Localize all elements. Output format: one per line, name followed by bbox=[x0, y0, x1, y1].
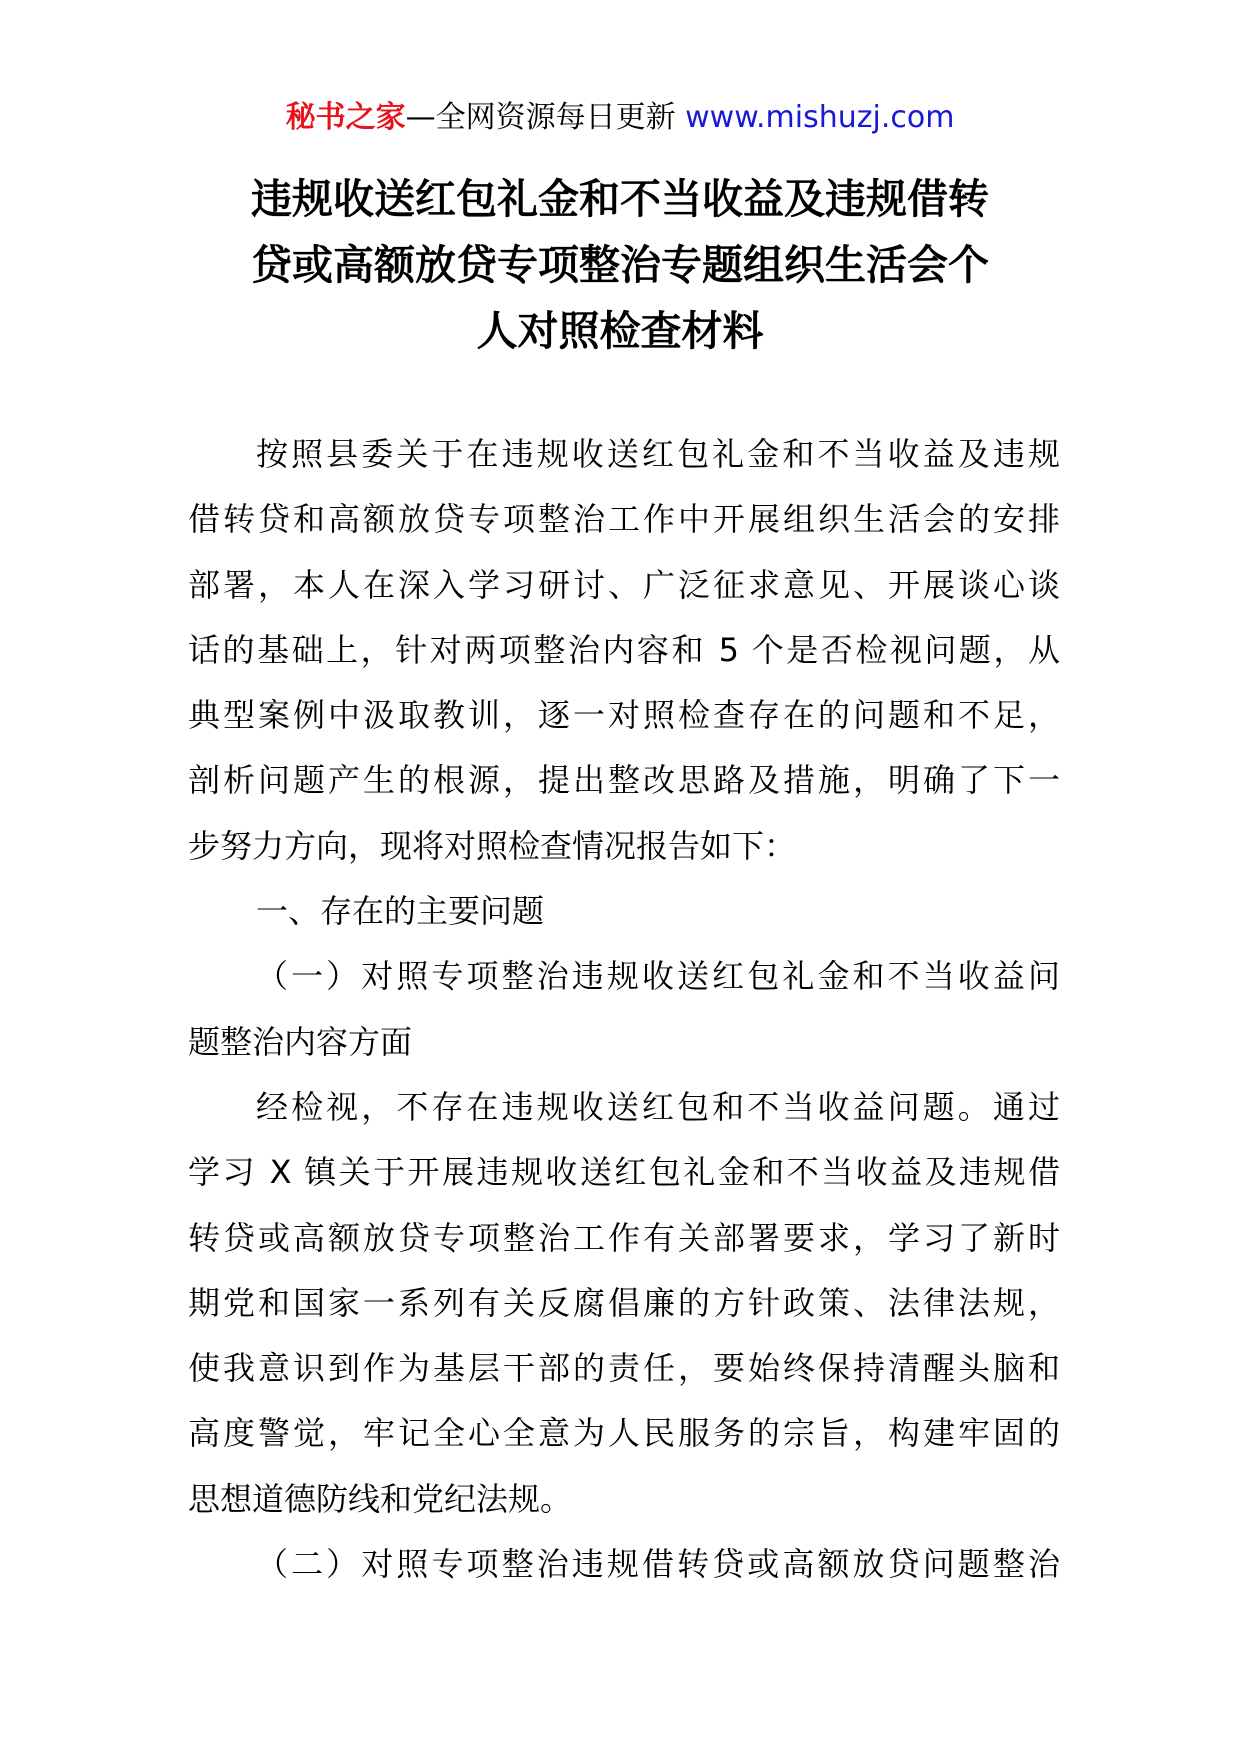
subsection-heading-line: 题整治内容方面 bbox=[188, 1022, 413, 1061]
paragraph-line: 转贷或高额放贷专项整治工作有关部署要求，学习了新时 bbox=[188, 1218, 1060, 1257]
subsection-heading-line: （二）对照专项整治违规借转贷或高额放贷问题整治 bbox=[256, 1545, 1060, 1584]
brand-name: 秘书之家 bbox=[285, 100, 406, 135]
section-heading: 一、存在的主要问题 bbox=[256, 892, 545, 931]
paragraph-line: 按照县委关于在违规收送红包礼金和不当收益及违规 bbox=[256, 435, 1060, 473]
paragraph-line: 典型案例中汲取教训，逐一对照检查存在的问题和不足， bbox=[188, 696, 1060, 735]
site-header bbox=[0, 98, 1240, 138]
paragraph-line: 话的基础上，针对两项整治内容和 5 个是否检视问题，从 bbox=[188, 630, 1060, 669]
title-line: 违规收送红包礼金和不当收益及违规借转 bbox=[251, 175, 989, 223]
paragraph-line: 使我意识到作为基层干部的责任，要始终保持清醒头脑和 bbox=[188, 1349, 1060, 1388]
paragraph-line: 部署，本人在深入学习研讨、广泛征求意见、开展谈心谈 bbox=[188, 565, 1060, 604]
paragraph-line: 期党和国家一系列有关反腐倡廉的方针政策、法律法规， bbox=[188, 1283, 1060, 1322]
title-line: 贷或高额放贷专项整治专题组织生活会个 bbox=[251, 241, 989, 289]
paragraph-line: 经检视，不存在违规收送红包和不当收益问题。通过 bbox=[256, 1087, 1060, 1126]
paragraph-line: 学习 X 镇关于开展违规收送红包礼金和不当收益及违规借 bbox=[188, 1153, 1060, 1192]
document-title bbox=[190, 166, 1050, 364]
paragraph-line: 步努力方向，现将对照检查情况报告如下： bbox=[188, 826, 797, 865]
document-body bbox=[188, 422, 1060, 1597]
paragraph-line: 思想道德防线和党纪法规。 bbox=[188, 1479, 573, 1518]
paragraph-line: 剖析问题产生的根源，提出整改思路及措施，明确了下一 bbox=[188, 761, 1060, 800]
subsection-heading-line: （一）对照专项整治违规收送红包礼金和不当收益问 bbox=[256, 957, 1060, 996]
header-slogan: —全网资源每日更新 bbox=[405, 100, 686, 135]
header-url-link[interactable]: www.mishuzj.com bbox=[685, 100, 955, 135]
title-line: 人对照检查材料 bbox=[476, 307, 764, 355]
paragraph-line: 高度警觉，牢记全心全意为人民服务的宗旨，构建牢固的 bbox=[188, 1414, 1060, 1453]
paragraph-line: 借转贷和高额放贷专项整治工作中开展组织生活会的安排 bbox=[188, 500, 1060, 539]
